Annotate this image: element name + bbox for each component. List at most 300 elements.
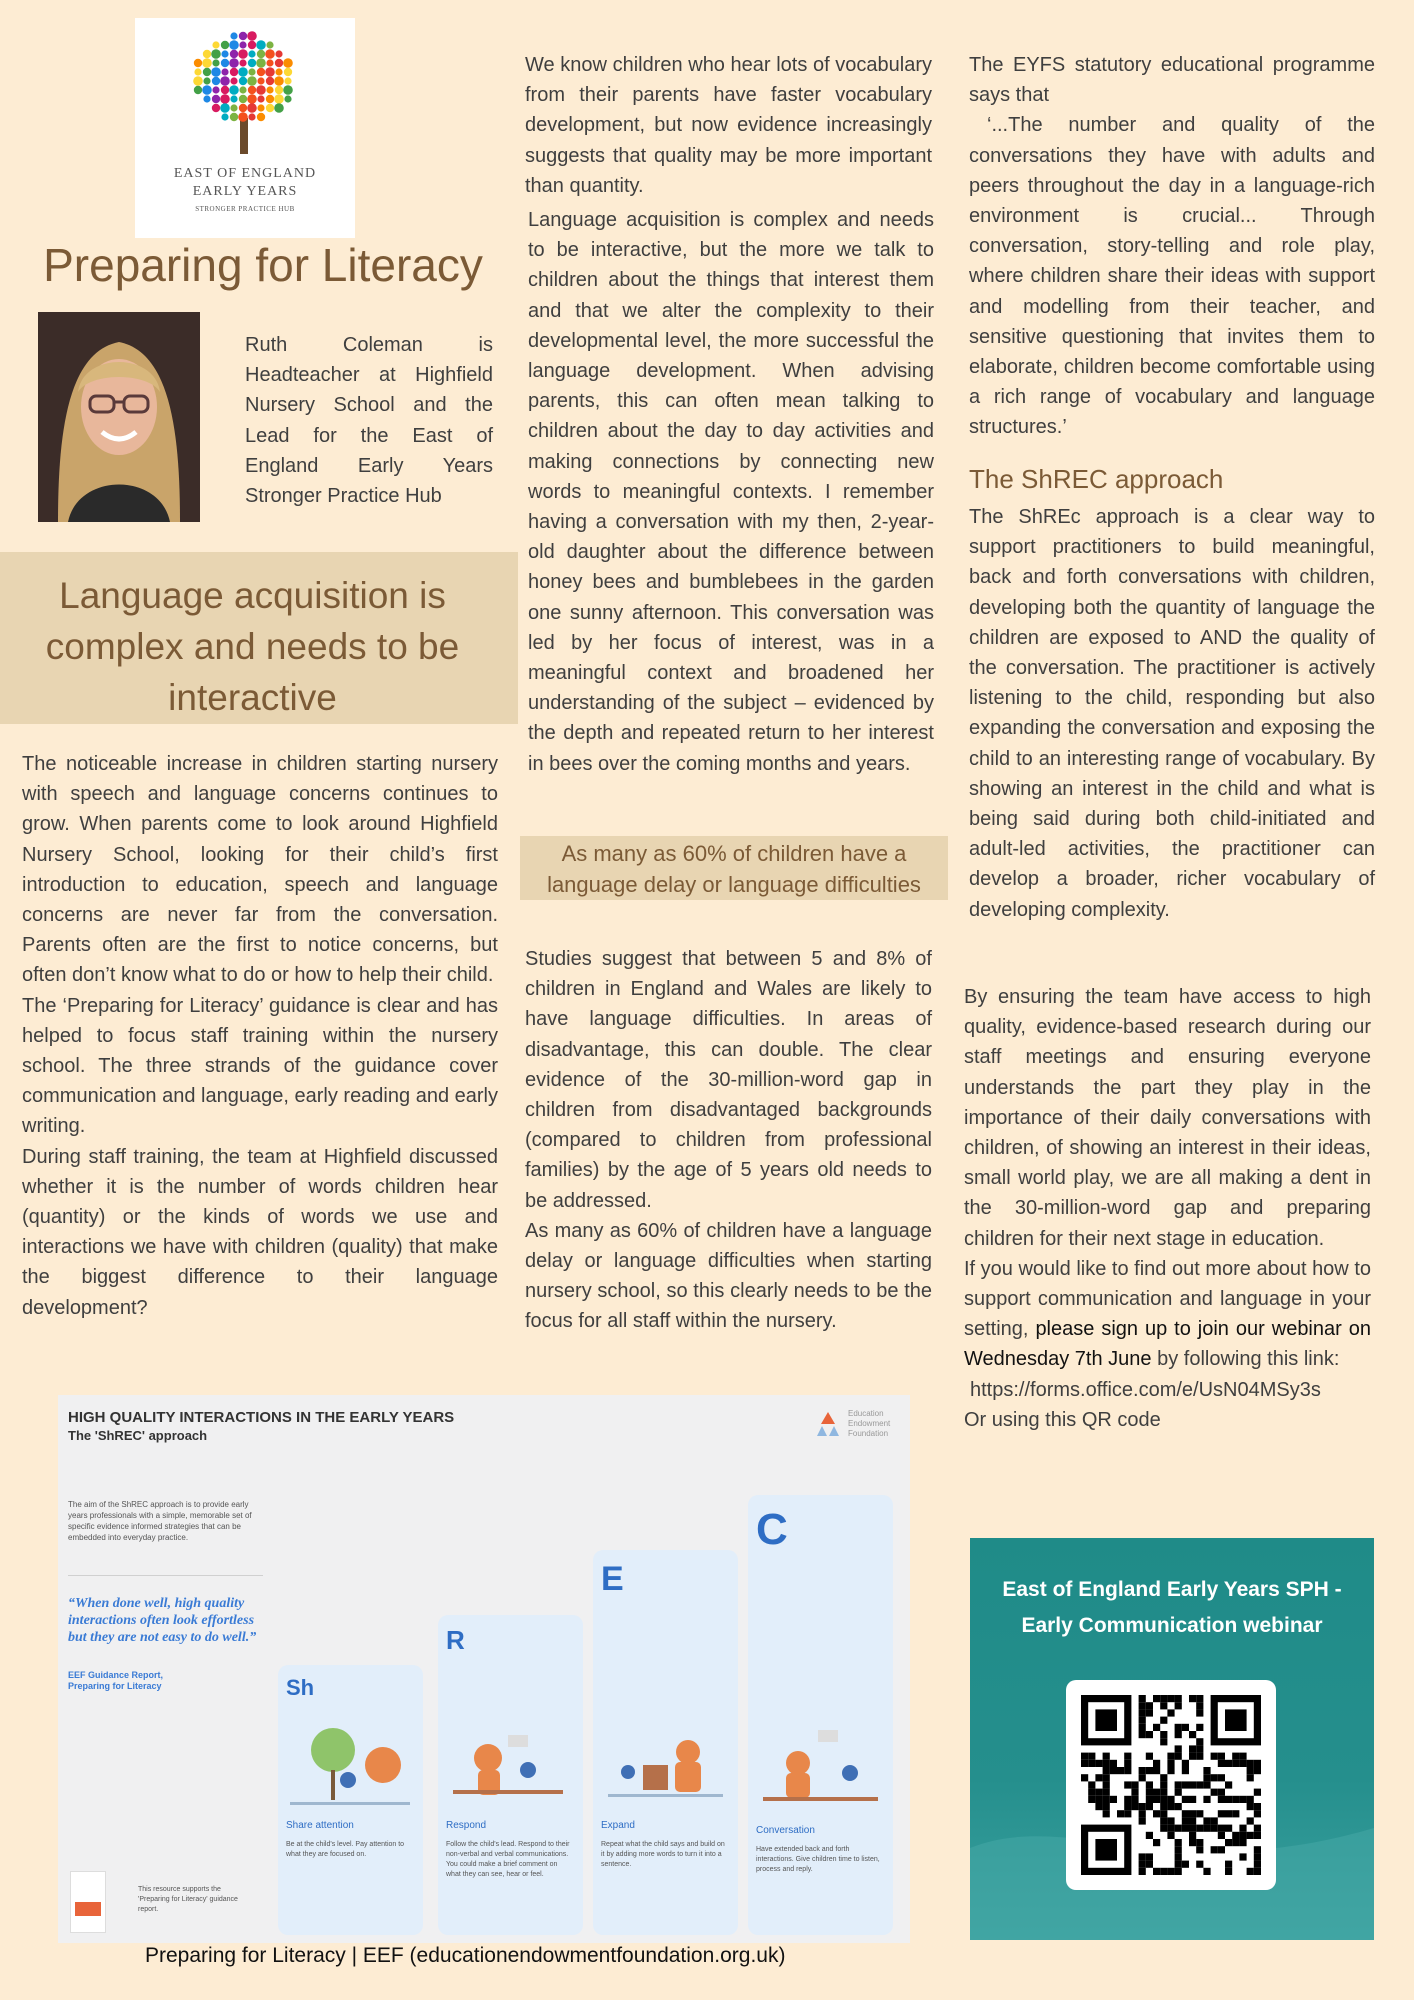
tree-dot <box>230 68 238 76</box>
eef-logo-text: Education Endowment Foundation <box>848 1409 891 1438</box>
webinar-card <box>970 1538 1374 1940</box>
col2-paragraph-3: Studies suggest that between 5 and 8% of children in England and Wales are likely to have language difficulties. In areas of disadvantage, this can double. The clear evidence of the 30-million-word gap in children from disadvantaged backgrounds (compared to children from professional families) by the age of 5 years old needs to be addressed. <box>525 948 932 1212</box>
qr-module <box>1167 1796 1174 1803</box>
tree-dot <box>211 67 221 77</box>
qr-module <box>1189 1817 1196 1824</box>
qr-module <box>1175 1702 1182 1709</box>
tree-dot <box>230 95 237 102</box>
qr-module <box>1189 1796 1196 1803</box>
qr-module <box>1167 1868 1174 1875</box>
qr-module <box>1160 1817 1167 1824</box>
qr-module <box>1189 1825 1196 1832</box>
qr-module <box>1103 1796 1110 1803</box>
qr-module <box>1239 1825 1246 1832</box>
column-3-bottom <box>964 982 1371 1435</box>
step-desc: Follow the child's lead. Respond to their non-verbal and verbal communications. You could make a brief comment on what they can see, hear or feel. <box>446 1841 570 1878</box>
qr-module <box>1247 1767 1254 1774</box>
tree-dot <box>212 77 220 85</box>
qr-module <box>1239 1832 1246 1839</box>
qr-module <box>1110 1760 1117 1767</box>
step-letter: E <box>601 1560 624 1598</box>
guidance-report-thumbnail <box>70 1871 106 1933</box>
tree-dot <box>266 104 274 112</box>
tree-dot <box>257 77 264 84</box>
step-expand <box>593 1550 738 1935</box>
conversation-illustration-icon <box>758 1725 883 1815</box>
qr-module <box>1225 1760 1232 1767</box>
tree-dot <box>248 113 255 120</box>
tree-dot <box>230 104 237 111</box>
qr-module <box>1124 1753 1131 1760</box>
qr-module <box>1196 1695 1203 1702</box>
eyfs-intro: The EYFS statutory educational programme says that <box>969 54 1375 107</box>
qr-module <box>1117 1810 1124 1817</box>
qr-module <box>1189 1839 1196 1846</box>
tree-dot <box>229 85 239 95</box>
tree-dot <box>230 113 238 121</box>
qr-module <box>1153 1789 1160 1796</box>
tree-dot <box>211 49 221 59</box>
qr-module <box>1225 1810 1232 1817</box>
step-letter: R <box>446 1625 465 1655</box>
tree-dot <box>257 95 264 102</box>
tree-dot <box>256 58 266 68</box>
qr-module <box>1254 1861 1261 1868</box>
tree-dot <box>266 59 273 66</box>
qr-module <box>1211 1846 1218 1853</box>
tree-dot <box>239 95 247 103</box>
qr-module <box>1110 1796 1117 1803</box>
qr-code[interactable] <box>1066 1680 1276 1890</box>
qr-module <box>1146 1861 1153 1868</box>
qr-module <box>1175 1853 1182 1860</box>
qr-module <box>1139 1861 1146 1868</box>
qr-module <box>1153 1767 1160 1774</box>
qr-module <box>1088 1760 1095 1767</box>
author-bio: Ruth Coleman is Headteacher at Highfield Nursery School and the Lead for the East of England Early Years Stronger Practice Hub <box>245 334 493 508</box>
qr-module <box>1247 1832 1254 1839</box>
col2-paragraph-2: Language acquisition is complex and needs to be interactive, but the more we talk to children about the things that interest them and that we alter the complexity to their developmental level, the more successful the language development. When advising parents, this can often mean talking to children about the day to day activities and making connections by connecting new words to meaningful contexts. I remember having a conversation with my then, 2-year-old daughter about the difference between honey bees and bumblebees in the garden one sunny afternoon. This conversation was led by her focus of interest, was in a meaningful context and broadened her understanding of the subject – evidenced by the depth and repeated return to her interest in bees over the coming months and years. <box>528 209 934 775</box>
qr-module <box>1167 1825 1174 1832</box>
qr-module <box>1196 1846 1203 1853</box>
tree-dot <box>247 103 257 113</box>
qr-module <box>1095 1760 1102 1767</box>
qr-module <box>1254 1846 1261 1853</box>
qr-module <box>1254 1789 1261 1796</box>
qr-module <box>1139 1817 1146 1824</box>
qr-module <box>1189 1695 1196 1702</box>
col1-paragraph-1: The noticeable increase in children starting nursery with speech and language concerns continues to grow. When parents come to look around Highfield Nursery School, looking for their child’s first introduction to education, speech and language concerns are never far from the conversation. Parents often are the first to notice concerns, but often don’t know what to do or how to help their child. <box>22 753 498 987</box>
qr-module <box>1153 1868 1160 1875</box>
qr-module <box>1175 1861 1182 1868</box>
qr-module <box>1254 1832 1261 1839</box>
col1-paragraph-3: During staff training, the team at Highfield discussed whether it is the number of words children hear (quantity) or the kinds of words we use and interactions we have with children (quality) that make the biggest difference to their language development? <box>22 1145 498 1319</box>
qr-module <box>1182 1817 1189 1824</box>
qr-module <box>1175 1745 1182 1752</box>
qr-module <box>1182 1781 1189 1788</box>
tree-dot <box>248 68 255 75</box>
qr-module <box>1239 1839 1246 1846</box>
qr-module <box>1254 1803 1261 1810</box>
qr-module <box>1203 1774 1210 1781</box>
tree-dot <box>221 113 228 120</box>
qr-module <box>1095 1839 1117 1861</box>
qr-module <box>1225 1861 1232 1868</box>
qr-module <box>1139 1717 1146 1724</box>
qr-module <box>1175 1825 1182 1832</box>
qr-module <box>1239 1853 1246 1860</box>
qr-module <box>1189 1832 1196 1839</box>
qr-module <box>1103 1774 1110 1781</box>
step-label: Share attention <box>286 1820 354 1831</box>
qr-module <box>1160 1738 1167 1745</box>
qr-module <box>1175 1846 1182 1853</box>
tree-dot <box>239 59 246 66</box>
qr-module <box>1247 1774 1254 1781</box>
qr-module <box>1095 1796 1102 1803</box>
logo-line-3: STRONGER PRACTICE HUB <box>195 205 295 213</box>
tree-dot <box>266 41 273 48</box>
qr-module <box>1146 1781 1153 1788</box>
step-share-attention <box>278 1665 423 1935</box>
poster-divider <box>68 1575 263 1576</box>
tree-dot <box>257 113 265 121</box>
step-label: Conversation <box>756 1825 815 1836</box>
qr-module <box>1160 1796 1167 1803</box>
tree-dot <box>238 112 248 122</box>
qr-module <box>1196 1781 1203 1788</box>
qr-module <box>1139 1709 1146 1716</box>
qr-module <box>1146 1767 1153 1774</box>
qr-module <box>1117 1767 1124 1774</box>
qr-module <box>1218 1810 1225 1817</box>
tree-dot <box>221 50 228 57</box>
qr-module <box>1196 1839 1203 1846</box>
qr-module <box>1103 1767 1110 1774</box>
tree-dot <box>238 49 248 59</box>
qr-module <box>1247 1817 1254 1824</box>
qr-module <box>1167 1709 1174 1716</box>
qr-module <box>1211 1789 1218 1796</box>
qr-module <box>1218 1789 1225 1796</box>
shrec-poster <box>58 1395 910 1943</box>
qr-module <box>1139 1803 1146 1810</box>
eef-logo-icon <box>813 1410 843 1438</box>
shrec-heading: The ShREC approach <box>969 464 1224 494</box>
tree-dot <box>274 94 284 104</box>
team-paragraph: By ensuring the team have access to high quality, evidence-based research during our staff meetings and ensuring everyone understands the part they play in the importance of their daily conversations with children, of showing an interest in their ideas, small world play, we are all making a dent in the 30-million-word gap and preparing children for their next stage in education. <box>964 986 1371 1250</box>
tree-dot <box>221 41 229 49</box>
qr-module <box>1103 1753 1110 1760</box>
qr-module <box>1189 1781 1196 1788</box>
poster-citation: EEF Guidance Report, Preparing for Literacy <box>68 1670 164 1691</box>
qr-module <box>1218 1832 1225 1839</box>
qr-module <box>1103 1810 1110 1817</box>
tree-dot <box>284 95 291 102</box>
qr-module <box>1124 1781 1131 1788</box>
qr-module <box>1153 1760 1160 1767</box>
qr-module <box>1131 1803 1138 1810</box>
qr-module <box>1203 1781 1210 1788</box>
qr-module <box>1124 1767 1131 1774</box>
qr-module <box>1182 1861 1189 1868</box>
tree-dot <box>284 68 292 76</box>
qr-module <box>1146 1832 1153 1839</box>
step-respond <box>438 1615 583 1935</box>
qr-module <box>1247 1760 1254 1767</box>
tree-dot <box>230 77 237 84</box>
qr-module <box>1095 1709 1117 1731</box>
qr-module <box>1167 1803 1174 1810</box>
qr-module <box>1139 1868 1146 1875</box>
tree-dot <box>275 50 282 57</box>
tree-dot <box>212 59 219 66</box>
tree-dot <box>221 59 229 67</box>
tree-dot <box>274 103 284 113</box>
tree-dot <box>256 40 266 50</box>
tree-dot <box>248 59 256 67</box>
respond-illustration-icon <box>448 1730 573 1810</box>
booklet-text: This resource supports the 'Preparing for Literacy' guidance report. <box>138 1886 238 1913</box>
qr-module <box>1225 1709 1247 1731</box>
step-letter: C <box>756 1505 788 1554</box>
qr-module <box>1203 1825 1210 1832</box>
poster-caption-link[interactable]: Preparing for Literacy | EEF (educationendowmentfoundation.org.uk) <box>145 1944 786 1967</box>
tree-dot <box>248 41 256 49</box>
tree-dot <box>275 86 283 94</box>
tree-dot <box>239 104 247 112</box>
qr-module <box>1218 1796 1225 1803</box>
tree-dot <box>238 67 248 77</box>
qr-module <box>1153 1724 1160 1731</box>
qr-module <box>1088 1796 1095 1803</box>
qr-module <box>1182 1760 1189 1767</box>
column-3-top <box>969 50 1375 443</box>
tree-dot <box>229 58 239 68</box>
tree-dot <box>212 86 219 93</box>
qr-module <box>1175 1724 1182 1731</box>
qr-module <box>1088 1781 1095 1788</box>
tree-dot <box>247 94 257 104</box>
qr-module <box>1175 1695 1182 1702</box>
qr-module <box>1232 1810 1239 1817</box>
qr-module <box>1088 1789 1095 1796</box>
follow-link-text: by following this link: <box>1157 1348 1340 1371</box>
step-desc: Be at the child's level. Pay attention to what they are focused on. <box>286 1841 405 1858</box>
qr-module <box>1153 1810 1160 1817</box>
qr-module <box>1232 1839 1239 1846</box>
tree-dot <box>283 58 293 68</box>
poster-aim-text: The aim of the ShREC approach is to provide early years professionals with a simple, memorable set of specific evidence informed strategies that can be embedded into everyday practice. <box>68 1500 252 1542</box>
qr-module <box>1254 1810 1261 1817</box>
qr-module <box>1160 1731 1167 1738</box>
expand-illustration-icon <box>603 1730 728 1810</box>
tree-dot <box>203 95 210 102</box>
qr-module <box>1160 1702 1167 1709</box>
qr-module <box>1225 1796 1232 1803</box>
tree-dot <box>265 67 275 77</box>
tree-dot <box>257 68 265 76</box>
qr-module <box>1095 1774 1102 1781</box>
col2-paragraph-4: As many as 60% of children have a language delay or language difficulties when starting nursery school, so this clearly needs to be the focus for all staff within the nursery. <box>525 1219 932 1333</box>
qr-module <box>1103 1760 1110 1767</box>
qr-module <box>1153 1796 1160 1803</box>
tree-logo-icon <box>190 28 300 158</box>
tree-dot <box>247 76 257 86</box>
qr-module <box>1139 1767 1146 1774</box>
qr-module <box>1203 1767 1210 1774</box>
tree-dot <box>266 77 274 85</box>
qr-module <box>1175 1731 1182 1738</box>
qr-module <box>1254 1825 1261 1832</box>
qr-module <box>1196 1825 1203 1832</box>
page-title: Preparing for Literacy <box>43 239 483 291</box>
shrec-paragraph: The ShREc approach is a clear way to support practitioners to build meaningful, back and forth conversations with children, developing both the quantity of language the children are exposed to AND the quality of the conversation. The practitioner is actively listening to the child, responding but also expanding the conversation and exposing the child to an interesting range of vocabulary. By showing an interest in the child and what is being said during both child-initiated and adult-led activities, the practitioner can develop a broader, richer vocabulary of developing complexity. <box>969 506 1375 921</box>
qr-module <box>1211 1825 1218 1832</box>
qr-module <box>1196 1738 1203 1745</box>
qr-module <box>1167 1695 1174 1702</box>
tree-dot <box>283 85 293 95</box>
qr-module <box>1247 1796 1254 1803</box>
qr-module <box>1124 1760 1131 1767</box>
webinar-title-line-1: East of England Early Years SPH - <box>1002 1578 1342 1601</box>
tree-dot <box>194 86 202 94</box>
qr-module <box>1225 1781 1232 1788</box>
tree-dot <box>203 50 211 58</box>
qr-module <box>1232 1796 1239 1803</box>
step-conversation <box>748 1495 893 1935</box>
tree-dot <box>275 59 283 67</box>
qr-module <box>1254 1767 1261 1774</box>
qr-module <box>1182 1767 1189 1774</box>
tree-dot <box>194 59 202 67</box>
step-label: Expand <box>601 1820 635 1831</box>
tree-dot <box>248 50 255 57</box>
qr-module <box>1196 1724 1203 1731</box>
qr-module <box>1196 1861 1203 1868</box>
qr-module <box>1081 1774 1088 1781</box>
qr-module <box>1167 1832 1174 1839</box>
qr-module <box>1131 1789 1138 1796</box>
tree-dot <box>248 86 256 94</box>
qr-module <box>1139 1810 1146 1817</box>
column-1 <box>22 749 498 1323</box>
qr-module <box>1160 1774 1167 1781</box>
qr-module <box>1196 1810 1203 1817</box>
tree-dot <box>193 76 203 86</box>
tree-dot <box>247 31 257 41</box>
qr-module <box>1182 1724 1189 1731</box>
tree-dot <box>239 77 247 85</box>
webinar-signup-text: please sign up to join our webinar on Wednesday 7th June <box>964 1318 1371 1371</box>
qr-module <box>1218 1846 1225 1853</box>
qr-module <box>1203 1817 1210 1824</box>
qr-module <box>1110 1767 1117 1774</box>
qr-module <box>1254 1868 1261 1875</box>
qr-module <box>1254 1760 1261 1767</box>
qr-module <box>1131 1781 1138 1788</box>
qr-module <box>1218 1753 1225 1760</box>
pull-quote-1-text: Language acquisition is complex and needs to be interactive <box>45 575 460 718</box>
qr-module <box>1139 1724 1146 1731</box>
tree-dot <box>275 68 282 75</box>
qr-module <box>1225 1825 1232 1832</box>
step-desc: Have extended back and forth interactions. Give children time to listen, process and reply. <box>756 1846 880 1873</box>
qr-module <box>1160 1781 1167 1788</box>
qr-module <box>1146 1853 1153 1860</box>
qr-module <box>1124 1796 1131 1803</box>
tree-dot <box>274 76 284 86</box>
tree-dot <box>202 58 212 68</box>
author-photo <box>38 312 200 522</box>
qr-module <box>1254 1853 1261 1860</box>
qr-line: Or using this QR code <box>964 1408 1161 1431</box>
qr-module <box>1203 1796 1210 1803</box>
tree-dot <box>229 40 239 50</box>
poster-quote: “When done well, high quality interactions often look effortless but they are not easy to do well.” <box>68 1596 257 1645</box>
qr-module <box>1225 1839 1232 1846</box>
step-desc: Repeat what the child says and build on it by adding more words to turn it into a sentence. <box>601 1841 725 1868</box>
qr-module <box>1203 1868 1210 1875</box>
find-out-text: If you would like to find out more about how to support communication and language in your setting, <box>964 1257 1371 1341</box>
tree-dot <box>257 50 265 58</box>
webinar-title-line-2: Early Communication webinar <box>1021 1614 1323 1637</box>
qr-module <box>1139 1731 1146 1738</box>
share-attention-illustration-icon <box>288 1720 413 1810</box>
qr-module <box>1232 1760 1239 1767</box>
qr-code-icon <box>1081 1695 1261 1875</box>
tree-dot <box>220 76 230 86</box>
qr-module <box>1189 1810 1196 1817</box>
column-2-bottom <box>525 944 932 1337</box>
poster-subtitle: The 'ShREC' approach <box>68 1428 208 1443</box>
qr-module <box>1153 1695 1160 1702</box>
qr-module <box>1196 1702 1203 1709</box>
qr-module <box>1175 1781 1182 1788</box>
qr-module <box>1139 1774 1146 1781</box>
qr-module <box>1160 1695 1167 1702</box>
tree-dot <box>284 77 291 84</box>
qr-module <box>1175 1868 1182 1875</box>
qr-module <box>1239 1753 1246 1760</box>
col1-paragraph-2: The ‘Preparing for Literacy’ guidance is clear and has helped to focus staff training within the nursery school. The three strands of the guidance cover communication and language, early reading and early writing. <box>22 994 498 1138</box>
qr-module <box>1081 1753 1088 1760</box>
signup-link[interactable]: https://forms.office.com/e/UsN04MSy3s <box>970 1378 1321 1401</box>
qr-module <box>1146 1803 1153 1810</box>
tree-dot <box>221 68 228 75</box>
step-label: Respond <box>446 1820 487 1831</box>
col2-paragraph-1: We know children who hear lots of vocabulary from their parents have faster vocabulary development, but now evidence increasingly suggests that quality may be more important than quantity. <box>525 54 932 197</box>
qr-module <box>1160 1717 1167 1724</box>
qr-module <box>1131 1796 1138 1803</box>
qr-module <box>1218 1774 1225 1781</box>
find-out-paragraph <box>964 1254 1371 1375</box>
tree-dot <box>202 85 212 95</box>
qr-module <box>1103 1789 1110 1796</box>
tree-dot <box>266 95 274 103</box>
qr-module <box>1175 1753 1182 1760</box>
tree-dot <box>212 95 220 103</box>
poster-title: HIGH QUALITY INTERACTIONS IN THE EARLY YEARS <box>68 1409 455 1426</box>
logo-line-2: EARLY YEARS <box>192 184 298 199</box>
qr-module <box>1211 1774 1218 1781</box>
tree-dot <box>256 85 266 95</box>
qr-module <box>1160 1825 1167 1832</box>
tree-dot <box>239 32 247 40</box>
qr-module <box>1196 1745 1203 1752</box>
qr-module <box>1211 1753 1218 1760</box>
qr-module <box>1218 1760 1225 1767</box>
